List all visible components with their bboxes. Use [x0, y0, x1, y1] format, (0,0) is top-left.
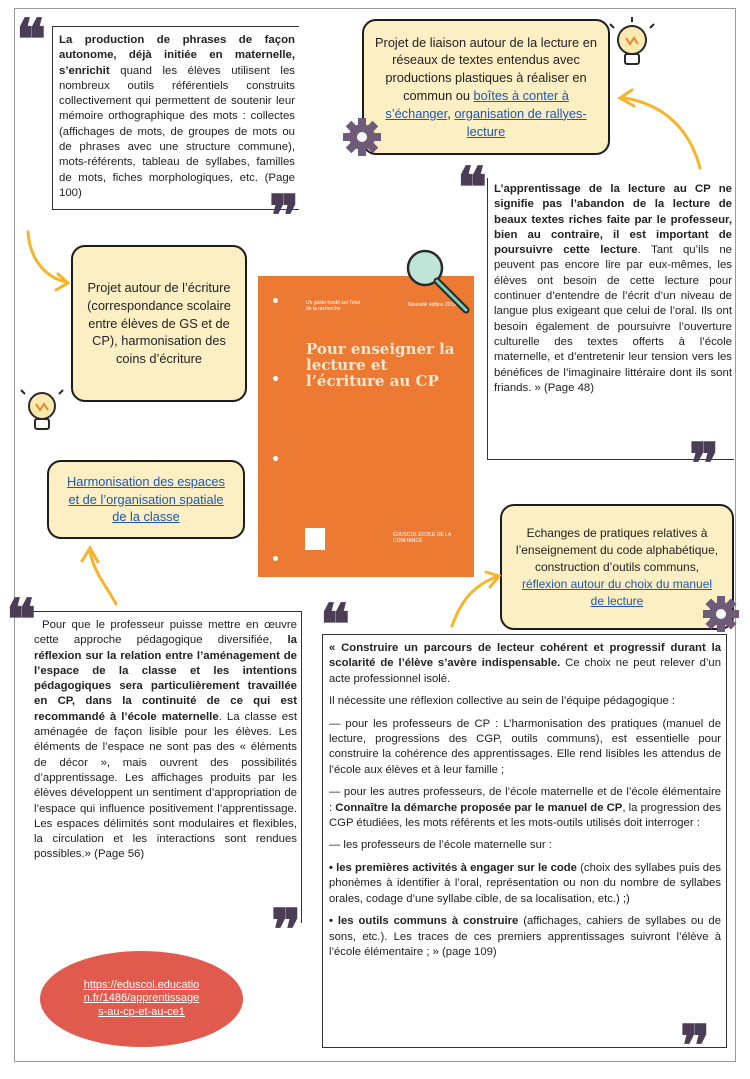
cover-edition: Nouvelle édition 2019: [408, 302, 457, 308]
quote-text: . La classe est aménagée de façon lisible pour les élèves. Les éléments de l’espace ne sont pas des « éléments de décor », mais ouvrent des possibilités d’apprentissage. Les affichages produits par les élèves développent un sentiment d’appropriation de l’espace qui influence positivement l’apprentissage. Les espaces délimités sont modulaires et flexibles, la circulation et les interactions sont rendues possibles.» (Page 56): [34, 710, 298, 861]
rallyes-lecture-link[interactable]: organisation de rallyes-lecture: [454, 105, 587, 139]
bubble-text: Echanges de pratiques relatives à l’enseignement du code alphabétique, construction d’outils communs,: [515, 525, 719, 574]
cover-title: Pour enseigner la lecture et l’écriture au CP: [306, 340, 455, 390]
choix-manuel-link[interactable]: réflexion autour du choix du manuel de lecture: [521, 576, 713, 608]
boites-a-conter-link[interactable]: boîtes à conter à s’échanger: [385, 88, 569, 121]
quote-text: (affichages, cahiers de syllabes ou de sons, etc.). Les traces de ces premiers apprentissages suivront l’élève à l’école élémentaire ; » (page 109): [329, 915, 721, 958]
quote-text: — pour les autres professeurs, de l’école maternelle et de l’école élémentaire :: [329, 786, 721, 814]
harmonisation-espaces-link[interactable]: Harmonisation des espaces et de l’organisation spatiale de la classe: [67, 473, 225, 525]
quote-bold: L’apprentissage de la lecture au CP ne signifie pas l’abandon de la lecture de beaux textes riches faite par le professeur, bien au contraire, il est important de poursuivre cette lecture: [494, 183, 732, 257]
quote-bold: « Construire un parcours de lecteur cohérent et progressif durant la scolarité de l’élève s’avère indispensable.: [329, 642, 721, 670]
quote-bold: • les outils communs à construire: [329, 915, 519, 928]
quote-text: quand les élèves utilisent les nombreux outils référentiels construits collectivement qui permettent de soutenir leur mémoire orthographique des mots : collectes (affichages de mots, de groupes de mots ou de phrases avec une structure commune), mots-référents, tableau de syllabes, familles de mots, fiches morphologiques, etc. (Page 100): [59, 64, 295, 199]
cover-publisher: ÉDUSCOL ÉCOLE DE LA CONFIANCE: [393, 532, 451, 544]
bubble-text: Projet de liaison autour de la lecture en réseaux de textes entendus avec productions plastiques à réaliser en commun ou: [375, 34, 597, 103]
gear-icon: [343, 118, 381, 156]
quote-bold: la réflexion sur la relation entre l’aménagement de l’espace de la classe et les intentions pédagogiques sera particulièrement travaillée en CP, dans la continuité de ce qui est recommandé à l’école maternelle: [34, 634, 297, 723]
quote-mark-icon: ❝: [457, 155, 488, 221]
quote-paragraph: Il nécessite une réflexion collective au sein de l’équipe pédagogique :: [329, 695, 676, 708]
quote-intro: Pour que le professeur puisse mettre en œuvre cette approche pédagogique diversifiée,: [34, 619, 297, 647]
gear-icon: [703, 596, 739, 632]
quote-text: , la progression des CGP étudiées, les mots référents et les mots-outils utilisés doit interroger :: [329, 801, 722, 830]
quote-text: . Tant qu’ils ne peuvent pas encore lire par eux-mêmes, les élèves ont besoin de cette lecture pour continuer d’entendre de l’écrit d’un niveau de langue plus exigeant que celui de l’oral. Ils ont besoin également de poursuivre l’ouverture culturelle des textes offerts à l’école maternelle, et d’entretenir leur tension vers les bénéfices de l’imaginaire littéraire dont ils sont friands. » (Page 48): [494, 244, 732, 394]
quote-mark-icon: ❞: [680, 1013, 711, 1079]
quote-mark-icon: ❝: [16, 7, 47, 73]
bubble-text: Projet autour de l’écriture (correspondance scolaire entre élèves de GS et de CP), harmonisation des coins d’écriture: [87, 280, 231, 367]
lightbulb-icon: [610, 17, 654, 64]
quote-bold: Connaître la démarche proposée par le manuel de CP: [335, 801, 623, 814]
curved-arrow-icon: [625, 98, 700, 168]
quote-mark-icon: ❝: [6, 587, 37, 653]
quote-bold: La production de phrases de façon autonome, déjà initiée en maternelle, s’enrichit: [59, 34, 295, 77]
quote-mark-icon: ❞: [689, 431, 720, 497]
quote-text: Ce choix ne peut relever d’un acte professionnel isolé.: [329, 657, 721, 685]
quote-mark-icon: ❞: [269, 183, 300, 249]
lightbulb-icon: [21, 390, 63, 429]
quote-mark-icon: ❝: [320, 592, 351, 658]
curved-arrow-icon: [90, 552, 116, 604]
eduscol-link[interactable]: https://eduscol.education.fr/1486/apprentissages-au-cp-et-au-ce1: [83, 978, 200, 1018]
cover-subtitle: Un guide fondé sur l’état de la recherche: [306, 300, 361, 312]
quote-bold: • les premières activités à engager sur le code: [329, 861, 577, 874]
magnifier-icon: [408, 251, 466, 310]
separator: ,: [447, 105, 455, 121]
quote-text: (choix des syllabes puis des phonèmes à identifier à l’oral, représentation ou non du nombre de syllabes orales, codage d’une syllabe cible, de sa localisation, etc.) ;): [329, 861, 721, 905]
quote-mark-icon: ❞: [271, 897, 302, 963]
quote-paragraph: — pour les professeurs de CP : L’harmonisation des pratiques (manuel de lecture, progressions des CGP, outils communs), est essentielle pour construire la cohérence des apprentissages. Elle rend lisibles les attendus de l’école aux élèves et à leur famille ;: [329, 717, 721, 776]
quote-paragraph: — les professeurs de l’école maternelle sur :: [329, 839, 552, 852]
